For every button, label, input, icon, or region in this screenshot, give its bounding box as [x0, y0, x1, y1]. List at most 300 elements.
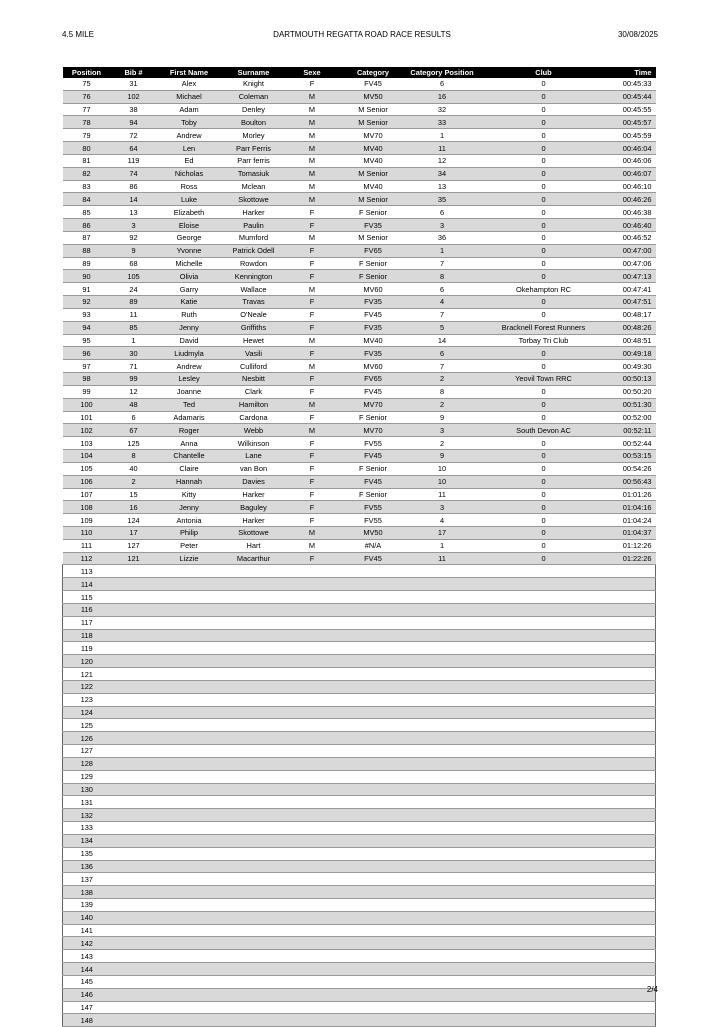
table-row	[63, 231, 656, 244]
cell-surname	[222, 757, 286, 770]
table-row	[63, 963, 656, 976]
table-row	[63, 142, 656, 155]
cell-first-name: Toby	[157, 116, 222, 129]
cell-position: 140	[63, 911, 111, 924]
cell-category-position: 1	[408, 129, 477, 142]
cell-category	[339, 899, 408, 912]
cell-category	[339, 655, 408, 668]
cell-category: MV40	[339, 154, 408, 167]
cell-category-position: 6	[408, 206, 477, 219]
cell-club	[477, 591, 611, 604]
cell-bib: 24	[111, 283, 157, 296]
table-row	[63, 539, 656, 552]
cell-first-name: Liudmyla	[157, 347, 222, 360]
cell-category-position	[408, 809, 477, 822]
cell-bib: 30	[111, 347, 157, 360]
cell-first-name: Olivia	[157, 270, 222, 283]
cell-position: 101	[63, 411, 111, 424]
cell-first-name: Luke	[157, 193, 222, 206]
cell-surname: Lane	[222, 450, 286, 463]
cell-surname: O'Neale	[222, 308, 286, 321]
cell-position: 137	[63, 873, 111, 886]
cell-first-name	[157, 603, 222, 616]
table-row	[63, 116, 656, 129]
cell-club	[477, 783, 611, 796]
cell-time	[611, 745, 656, 758]
cell-time: 00:45:57	[611, 116, 656, 129]
cell-time	[611, 680, 656, 693]
cell-category	[339, 745, 408, 758]
cell-bib: 3	[111, 219, 157, 232]
cell-first-name	[157, 591, 222, 604]
cell-sex: M	[286, 231, 339, 244]
cell-sex: F	[286, 347, 339, 360]
cell-category-position: 6	[408, 78, 477, 90]
cell-first-name: Antonia	[157, 514, 222, 527]
cell-position: 79	[63, 129, 111, 142]
table-row	[63, 719, 656, 732]
cell-category	[339, 886, 408, 899]
cell-first-name	[157, 757, 222, 770]
cell-surname: Davies	[222, 475, 286, 488]
cell-surname: Harker	[222, 514, 286, 527]
cell-club: 0	[477, 347, 611, 360]
cell-category	[339, 603, 408, 616]
cell-first-name	[157, 668, 222, 681]
cell-category-position: 9	[408, 450, 477, 463]
cell-category: FV35	[339, 321, 408, 334]
cell-time: 00:52:11	[611, 424, 656, 437]
cell-surname	[222, 668, 286, 681]
cell-position: 75	[63, 78, 111, 90]
cell-surname	[222, 834, 286, 847]
cell-category-position	[408, 1014, 477, 1027]
cell-sex	[286, 578, 339, 591]
cell-sex: F	[286, 437, 339, 450]
cell-club: 0	[477, 360, 611, 373]
cell-time	[611, 796, 656, 809]
cell-position: 133	[63, 822, 111, 835]
cell-category	[339, 796, 408, 809]
table-row	[63, 1001, 656, 1014]
cell-club: 0	[477, 129, 611, 142]
cell-club: 0	[477, 514, 611, 527]
cell-club	[477, 899, 611, 912]
cell-club	[477, 655, 611, 668]
cell-club	[477, 822, 611, 835]
cell-surname	[222, 873, 286, 886]
cell-category: MV60	[339, 283, 408, 296]
cell-position: 98	[63, 373, 111, 386]
table-row	[63, 347, 656, 360]
cell-sex	[286, 988, 339, 1001]
cell-category-position	[408, 745, 477, 758]
cell-surname: Tomasiuk	[222, 167, 286, 180]
cell-surname: Parr ferris	[222, 154, 286, 167]
cell-time: 00:47:41	[611, 283, 656, 296]
cell-sex: M	[286, 283, 339, 296]
cell-club	[477, 873, 611, 886]
cell-club: Okehampton RC	[477, 283, 611, 296]
table-row	[63, 732, 656, 745]
cell-surname: Hart	[222, 539, 286, 552]
cell-category-position	[408, 732, 477, 745]
cell-position: 115	[63, 591, 111, 604]
table-row	[63, 180, 656, 193]
cell-club: South Devon AC	[477, 424, 611, 437]
cell-sex	[286, 1014, 339, 1027]
table-row	[63, 488, 656, 501]
cell-time	[611, 1001, 656, 1014]
cell-position: 124	[63, 706, 111, 719]
cell-category: FV45	[339, 308, 408, 321]
cell-time: 01:12:26	[611, 539, 656, 552]
cell-sex: M	[286, 116, 339, 129]
cell-bib	[111, 591, 157, 604]
cell-bib	[111, 911, 157, 924]
cell-position: 145	[63, 975, 111, 988]
table-row	[63, 321, 656, 334]
cell-first-name: Claire	[157, 462, 222, 475]
cell-sex: F	[286, 321, 339, 334]
table-row	[63, 552, 656, 565]
cell-first-name: Chantelle	[157, 450, 222, 463]
cell-bib: 102	[111, 90, 157, 103]
cell-position: 85	[63, 206, 111, 219]
cell-sex: F	[286, 78, 339, 90]
cell-sex	[286, 565, 339, 578]
table-row	[63, 244, 656, 257]
cell-category	[339, 975, 408, 988]
cell-position: 119	[63, 642, 111, 655]
cell-position: 89	[63, 257, 111, 270]
cell-first-name	[157, 886, 222, 899]
cell-category-position	[408, 603, 477, 616]
cell-bib: 94	[111, 116, 157, 129]
cell-position: 132	[63, 809, 111, 822]
cell-surname: Cardona	[222, 411, 286, 424]
cell-first-name	[157, 655, 222, 668]
cell-first-name	[157, 834, 222, 847]
cell-surname: Patrick Odell	[222, 244, 286, 257]
cell-bib	[111, 1014, 157, 1027]
cell-surname	[222, 860, 286, 873]
cell-surname	[222, 963, 286, 976]
cell-time	[611, 655, 656, 668]
table-row	[63, 693, 656, 706]
cell-first-name: Roger	[157, 424, 222, 437]
cell-club	[477, 603, 611, 616]
cell-time	[611, 693, 656, 706]
cell-position: 135	[63, 847, 111, 860]
cell-category	[339, 911, 408, 924]
cell-position: 125	[63, 719, 111, 732]
table-row	[63, 398, 656, 411]
cell-club	[477, 975, 611, 988]
cell-position: 126	[63, 732, 111, 745]
cell-first-name: Katie	[157, 296, 222, 309]
cell-bib: 9	[111, 244, 157, 257]
cell-sex: F	[286, 514, 339, 527]
cell-position: 96	[63, 347, 111, 360]
cell-first-name: Nicholas	[157, 167, 222, 180]
cell-sex	[286, 1001, 339, 1014]
cell-time: 00:46:06	[611, 154, 656, 167]
cell-first-name	[157, 706, 222, 719]
cell-time	[611, 822, 656, 835]
cell-surname: Wilkinson	[222, 437, 286, 450]
cell-club: 0	[477, 308, 611, 321]
cell-category	[339, 629, 408, 642]
cell-club	[477, 745, 611, 758]
cell-club: 0	[477, 437, 611, 450]
cell-club	[477, 950, 611, 963]
cell-surname	[222, 616, 286, 629]
cell-category	[339, 847, 408, 860]
cell-first-name: David	[157, 334, 222, 347]
cell-position: 90	[63, 270, 111, 283]
cell-category-position: 7	[408, 308, 477, 321]
cell-position: 81	[63, 154, 111, 167]
cell-first-name	[157, 975, 222, 988]
table-row	[63, 526, 656, 539]
cell-club	[477, 693, 611, 706]
cell-category-position	[408, 655, 477, 668]
cell-surname	[222, 719, 286, 732]
cell-surname	[222, 937, 286, 950]
cell-position: 116	[63, 603, 111, 616]
cell-sex	[286, 655, 339, 668]
cell-bib: 67	[111, 424, 157, 437]
cell-time: 00:45:55	[611, 103, 656, 116]
cell-bib	[111, 565, 157, 578]
cell-time	[611, 886, 656, 899]
cell-category	[339, 591, 408, 604]
cell-position: 95	[63, 334, 111, 347]
cell-position: 91	[63, 283, 111, 296]
cell-sex: F	[286, 552, 339, 565]
cell-position: 110	[63, 526, 111, 539]
cell-category	[339, 809, 408, 822]
cell-surname	[222, 988, 286, 1001]
cell-bib	[111, 603, 157, 616]
cell-category-position: 8	[408, 385, 477, 398]
cell-position: 109	[63, 514, 111, 527]
cell-position: 84	[63, 193, 111, 206]
cell-surname: Baguley	[222, 501, 286, 514]
cell-surname: Culliford	[222, 360, 286, 373]
cell-sex	[286, 757, 339, 770]
cell-position: 105	[63, 462, 111, 475]
table-row	[63, 193, 656, 206]
cell-bib: 48	[111, 398, 157, 411]
cell-first-name: Jenny	[157, 321, 222, 334]
cell-club	[477, 911, 611, 924]
cell-time: 00:45:44	[611, 90, 656, 103]
cell-sex: F	[286, 501, 339, 514]
cell-category: FV45	[339, 78, 408, 90]
cell-position: 88	[63, 244, 111, 257]
cell-club: Torbay Tri Club	[477, 334, 611, 347]
cell-surname	[222, 847, 286, 860]
cell-surname: Paulin	[222, 219, 286, 232]
cell-first-name: Eloise	[157, 219, 222, 232]
cell-surname	[222, 796, 286, 809]
cell-category	[339, 822, 408, 835]
cell-bib: 8	[111, 450, 157, 463]
cell-first-name: Ted	[157, 398, 222, 411]
cell-surname: Macarthur	[222, 552, 286, 565]
cell-bib: 89	[111, 296, 157, 309]
cell-club: 0	[477, 142, 611, 155]
cell-category-position: 35	[408, 193, 477, 206]
cell-category-position	[408, 886, 477, 899]
cell-club: 0	[477, 167, 611, 180]
cell-first-name	[157, 924, 222, 937]
cell-first-name	[157, 847, 222, 860]
cell-sex: M	[286, 142, 339, 155]
cell-bib: 92	[111, 231, 157, 244]
cell-category-position	[408, 911, 477, 924]
cell-club: 0	[477, 488, 611, 501]
cell-bib	[111, 745, 157, 758]
cell-category-position	[408, 822, 477, 835]
cell-category: MV70	[339, 129, 408, 142]
cell-category	[339, 693, 408, 706]
cell-club: 0	[477, 193, 611, 206]
cell-category	[339, 1001, 408, 1014]
table-row	[63, 937, 656, 950]
cell-surname: Kennington	[222, 270, 286, 283]
cell-category: FV35	[339, 219, 408, 232]
cell-bib	[111, 770, 157, 783]
cell-first-name: Michelle	[157, 257, 222, 270]
cell-first-name: Elizabeth	[157, 206, 222, 219]
cell-sex	[286, 603, 339, 616]
cell-time: 00:46:52	[611, 231, 656, 244]
cell-first-name	[157, 578, 222, 591]
cell-category: FV55	[339, 514, 408, 527]
cell-time	[611, 706, 656, 719]
cell-sex: F	[286, 373, 339, 386]
cell-surname	[222, 745, 286, 758]
cell-time	[611, 899, 656, 912]
table-row	[63, 873, 656, 886]
cell-time	[611, 578, 656, 591]
cell-category: MV40	[339, 142, 408, 155]
table-row	[63, 629, 656, 642]
cell-category: MV40	[339, 180, 408, 193]
cell-bib	[111, 809, 157, 822]
cell-position: 143	[63, 950, 111, 963]
cell-club	[477, 629, 611, 642]
table-row	[63, 796, 656, 809]
cell-bib	[111, 860, 157, 873]
cell-club: 0	[477, 462, 611, 475]
cell-first-name: Peter	[157, 539, 222, 552]
table-row	[63, 129, 656, 142]
cell-position: 87	[63, 231, 111, 244]
cell-bib	[111, 834, 157, 847]
cell-bib: 125	[111, 437, 157, 450]
cell-first-name: Len	[157, 142, 222, 155]
cell-bib: 31	[111, 78, 157, 90]
col-header-category: Category	[339, 67, 408, 78]
cell-club	[477, 963, 611, 976]
cell-bib: 85	[111, 321, 157, 334]
cell-category: FV55	[339, 501, 408, 514]
cell-bib	[111, 680, 157, 693]
cell-category-position	[408, 1001, 477, 1014]
cell-category	[339, 578, 408, 591]
table-row	[63, 78, 656, 90]
cell-sex: F	[286, 219, 339, 232]
cell-first-name: Jenny	[157, 501, 222, 514]
cell-first-name	[157, 860, 222, 873]
cell-position: 104	[63, 450, 111, 463]
cell-bib: 119	[111, 154, 157, 167]
cell-time	[611, 603, 656, 616]
cell-category	[339, 757, 408, 770]
cell-time	[611, 732, 656, 745]
cell-category-position	[408, 642, 477, 655]
cell-bib: 6	[111, 411, 157, 424]
cell-category-position: 10	[408, 475, 477, 488]
cell-category-position: 36	[408, 231, 477, 244]
cell-sex: F	[286, 385, 339, 398]
cell-time: 01:04:24	[611, 514, 656, 527]
cell-club: 0	[477, 154, 611, 167]
cell-position: 111	[63, 539, 111, 552]
cell-first-name: Andrew	[157, 129, 222, 142]
cell-position: 146	[63, 988, 111, 1001]
cell-time	[611, 950, 656, 963]
cell-category	[339, 924, 408, 937]
cell-category	[339, 616, 408, 629]
cell-surname	[222, 680, 286, 693]
cell-club	[477, 1001, 611, 1014]
cell-category: MV50	[339, 526, 408, 539]
cell-sex: M	[286, 424, 339, 437]
table-row	[63, 860, 656, 873]
cell-first-name	[157, 950, 222, 963]
cell-category-position	[408, 578, 477, 591]
cell-category-position: 9	[408, 411, 477, 424]
cell-surname	[222, 899, 286, 912]
table-row	[63, 424, 656, 437]
cell-bib: 124	[111, 514, 157, 527]
cell-category-position	[408, 565, 477, 578]
cell-category: M Senior	[339, 103, 408, 116]
cell-time	[611, 809, 656, 822]
cell-club	[477, 937, 611, 950]
cell-club: 0	[477, 231, 611, 244]
cell-position: 108	[63, 501, 111, 514]
cell-time	[611, 719, 656, 732]
cell-category-position	[408, 591, 477, 604]
cell-club	[477, 757, 611, 770]
cell-category: F Senior	[339, 270, 408, 283]
cell-club	[477, 847, 611, 860]
table-row	[63, 167, 656, 180]
cell-time: 00:50:13	[611, 373, 656, 386]
cell-first-name: Garry	[157, 283, 222, 296]
cell-club	[477, 668, 611, 681]
cell-time: 00:46:40	[611, 219, 656, 232]
results-body	[63, 78, 656, 1027]
cell-time: 00:53:15	[611, 450, 656, 463]
cell-club: 0	[477, 450, 611, 463]
